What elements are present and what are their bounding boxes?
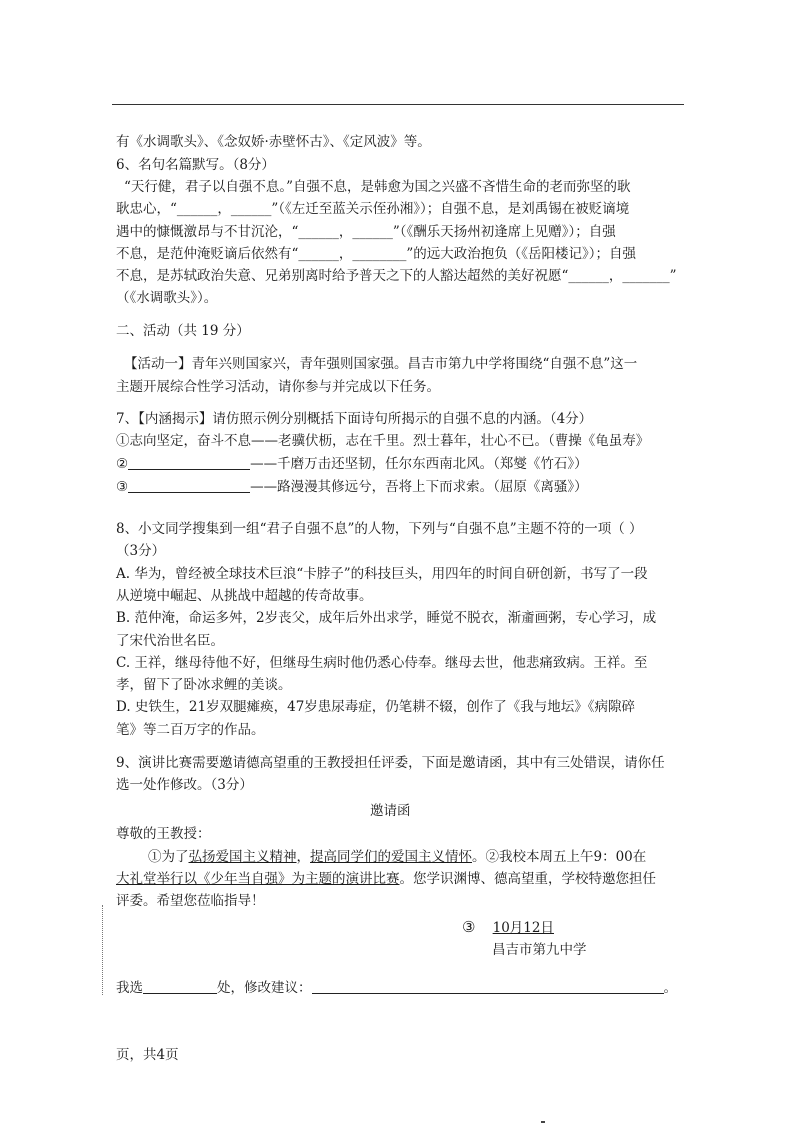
text-line: “天行健，君子以自强不息。”自强不息，是韩愈为国之兴盛不吝惜生命的老而弥坚的耿	[124, 179, 631, 195]
option-b: B. 范仲淹，命运多舛，2岁丧父，成年后外出求学，睡觉不脱衣，渐齑画粥，专心学习，成	[116, 610, 657, 626]
answer-blank[interactable]	[128, 455, 250, 470]
invitation-body-line-2: 大礼堂举行以《少年当自强》为主题的演讲比赛。您学识渊博、德高望重，学校特邀您担任	[116, 871, 656, 887]
text-line: 了宋代治世名臣。	[116, 633, 224, 649]
option-d: D. 史铁生，21岁双腿瘫痪，47岁患尿毒症，仍笔耕不辍，创作了《我与地坛》《病隙碎	[116, 699, 636, 715]
text-line: 主题开展综合性学习活动，请你参与并完成以下任务。	[116, 379, 440, 395]
text-line: 笔》等二百万字的作品。	[116, 722, 265, 738]
text-line: 选一处作修改。（3分）	[116, 777, 253, 793]
invitation-body-line-3: 评委。希望您莅临指导！	[116, 893, 265, 909]
text-line: （3分）	[116, 543, 166, 559]
invitation-title: 邀请函	[370, 803, 411, 819]
invitation-signature: 昌吉市第九中学	[492, 942, 587, 958]
text-line: 不息，是范仲淹贬谪后依然有“______，________”的远大政治抱负（《岳阳楼记》）；自强	[116, 246, 637, 262]
text-line: 孝，留下了卧冰求鲤的美谈。	[116, 677, 292, 693]
date-text: 10月12日	[492, 920, 554, 936]
header-rule	[112, 104, 684, 105]
revision-row: 我选 处，修改建议： 。	[116, 980, 677, 996]
page-footer: 页，共4页	[116, 1047, 179, 1063]
text-line: 不息，是苏轼政治失意、兄弟别离时给予普天之下的人豁达超然的美好祝愿“______，_______”	[116, 268, 677, 284]
answer-row-3	[116, 478, 588, 496]
answer-blank[interactable]	[128, 478, 250, 493]
invitation-date	[462, 918, 554, 937]
poem-line: ——千磨万击还坚韧，任尔东西南北风。（郑燮《竹石》）	[250, 456, 588, 472]
poem-line: ——路漫漫其修远兮，吾将上下而求索。（屈原《离骚》）	[250, 479, 588, 495]
text-line: 耿忠心，“______，______”（《左迁至蓝关示侄孙湘》）；自强不息，是刘禹锡在被贬谪境	[116, 201, 630, 217]
option-a: A. 华为，曾经被全球技术巨浪“卡脖子”的科技巨头，用四年的时间自研创新，书写了一段	[116, 566, 648, 582]
choice-blank[interactable]	[143, 979, 217, 994]
underlined-phrase: 大礼堂举行以《少年当自强》为主题的演讲比赛	[116, 871, 400, 887]
underlined-phrase: 提高同学们的爱国主义情怀	[310, 849, 472, 865]
answer-row-2	[116, 455, 588, 473]
invitation-body-line-1: ①为了弘扬爱国主义精神，提高同学们的爱国主义情怀。②我校本周五上午9：00在	[148, 849, 647, 865]
text-line: （《水调歌头》）。	[116, 290, 218, 306]
suggestion-blank[interactable]	[312, 979, 664, 994]
section-2-heading: 二、活动（共 19 分）	[116, 323, 250, 339]
circle-number: ③	[116, 479, 129, 495]
option-c: C. 王祥，继母待他不好，但继母生病时他仍悉心侍奉。继母去世，他悲痛致病。王祥。至	[116, 655, 648, 671]
text-line: 遇中的慷慨激昂与不甘沉沦，“______，______”（《酬乐天扬州初逢席上见赠》）；自强	[116, 224, 616, 240]
text-line: 从逆境中崛起、从挑战中超越的传奇故事。	[116, 588, 373, 604]
underlined-phrase: 弘扬爱国主义精神	[188, 849, 297, 865]
margin-binding-marks	[102, 905, 103, 995]
circle-number: ②	[116, 456, 129, 472]
question-6-heading: 6、名句名篇默写。（8分）	[116, 157, 275, 173]
invitation-salutation: 尊敬的王教授：	[116, 826, 211, 842]
question-8-heading: 8、小文同学搜集到一组“君子自强不息”的人物，下列与“自强不息”主题不符的一项（ ）	[116, 521, 643, 537]
question-9-heading: 9、演讲比赛需要邀请德高望重的王教授担任评委，下面是邀请函，其中有三处错误，请你任	[116, 755, 665, 771]
question-7-heading: 7、【内涵揭示】请仿照示例分别概括下面诗句所揭示的自强不息的内涵。（4分）	[116, 411, 593, 427]
circle-number: ③	[462, 918, 476, 936]
text-line: 【活动一】青年兴则国家兴，青年强则国家强。昌吉市第九中学将围绕“自强不息”这一	[124, 356, 638, 372]
text-line: 有《水调歌头》、《念奴娇·赤壁怀古》、《定风波》等。	[116, 134, 431, 150]
text-line: ①志向坚定，奋斗不息——老骥伏枥，志在千里。烈士暮年，壮心不已。（曹操《龟虽寿》	[116, 433, 650, 449]
